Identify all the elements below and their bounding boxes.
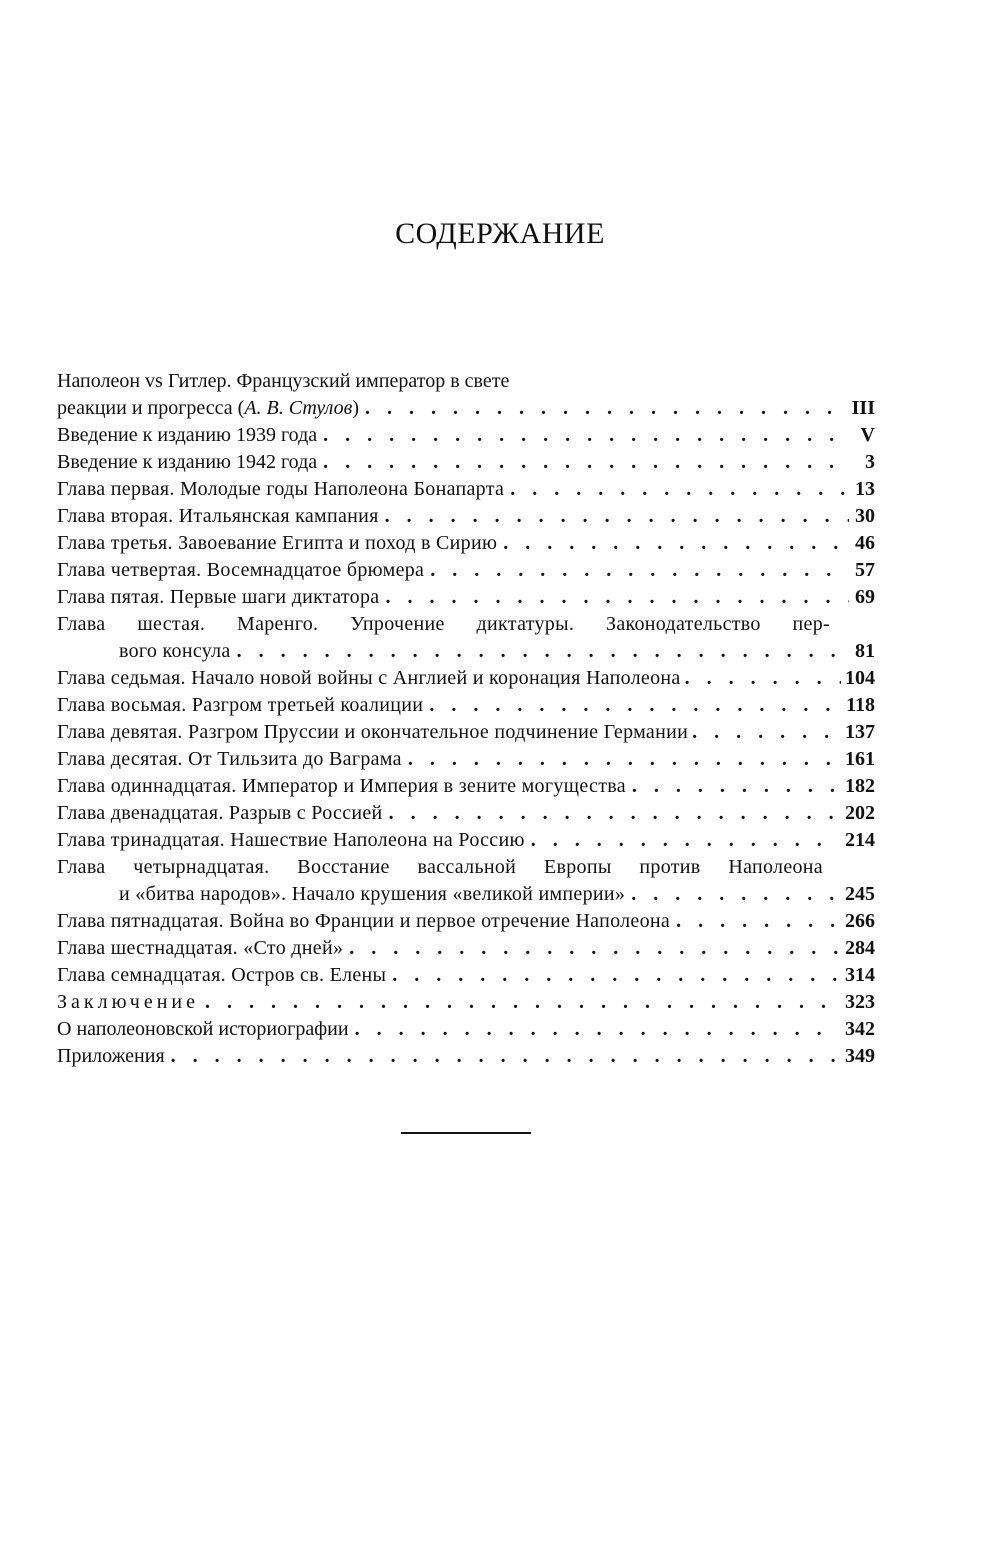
toc-entry-line bbox=[57, 908, 875, 935]
toc-entry-title: Глава пятая. Первые шаги диктатора bbox=[57, 586, 380, 608]
toc-entry-line bbox=[57, 503, 875, 530]
toc-entry-title: Глава четвертая. Восемнадцатое брюмера bbox=[57, 559, 425, 581]
toc-page-number: 81 bbox=[855, 640, 875, 662]
toc-entry-chapter-10[interactable] bbox=[57, 746, 875, 773]
dot-leader bbox=[171, 1043, 839, 1070]
dot-leader bbox=[503, 530, 849, 557]
toc-entry-line bbox=[57, 638, 875, 665]
toc-entry-line bbox=[57, 1043, 875, 1070]
toc-entry-intro-1939[interactable] bbox=[57, 422, 875, 449]
dot-leader bbox=[323, 422, 849, 449]
toc-entry-title-continued bbox=[57, 395, 359, 422]
toc-page-number: 323 bbox=[845, 991, 875, 1013]
toc-entry-title: О наполеоновской историографии bbox=[57, 1018, 349, 1040]
toc-entry-title: Приложения bbox=[57, 1045, 165, 1067]
toc-page-number: 342 bbox=[845, 1018, 875, 1040]
dot-leader bbox=[237, 638, 849, 665]
dot-leader bbox=[510, 476, 849, 503]
toc-entry-title: Глава девятая. Разгром Пруссии и окончательное подчинение Германии bbox=[57, 721, 689, 743]
toc-entry-line bbox=[57, 827, 875, 854]
toc-entry-chapter-11[interactable] bbox=[57, 773, 875, 800]
dot-leader bbox=[365, 395, 846, 422]
toc-entry-title: Глава седьмая. Начало новой войны с Англией и коронация Наполеона bbox=[57, 667, 681, 689]
toc-entry-title: Глава тринадцатая. Нашествие Наполеона на Россию bbox=[57, 829, 525, 851]
toc-entry-chapter-12[interactable] bbox=[57, 800, 875, 827]
toc-page-number: 266 bbox=[845, 910, 875, 932]
toc-entry-line bbox=[57, 800, 875, 827]
toc-entry-title: Глава пятнадцатая. Война во Франции и первое отречение Наполеона bbox=[57, 910, 671, 932]
table-of-contents bbox=[57, 368, 875, 1070]
toc-entry-intro-1942[interactable] bbox=[57, 449, 875, 476]
toc-page-number: 69 bbox=[855, 586, 875, 608]
toc-page-number: 118 bbox=[846, 694, 875, 716]
toc-page-number: 57 bbox=[855, 559, 875, 581]
dot-leader bbox=[632, 773, 839, 800]
dot-leader bbox=[676, 908, 839, 935]
toc-entry-chapter-8[interactable] bbox=[57, 692, 875, 719]
toc-entry-chapter-5[interactable] bbox=[57, 584, 875, 611]
toc-entry-line bbox=[57, 989, 875, 1016]
toc-entry-line bbox=[57, 530, 875, 557]
toc-entry-line bbox=[57, 557, 875, 584]
toc-entry-chapter-17[interactable] bbox=[57, 962, 875, 989]
toc-entry-chapter-6[interactable] bbox=[57, 611, 875, 665]
toc-entry-line bbox=[57, 665, 875, 692]
toc-entry-title: Глава третья. Завоевание Египта и поход в Сирию bbox=[57, 532, 498, 554]
toc-entry-line bbox=[57, 692, 875, 719]
dot-leader bbox=[631, 881, 839, 908]
toc-entry-title: Глава четырнадцатая. Восстание вассальной Европы против Наполеона bbox=[57, 856, 823, 878]
toc-entry-line bbox=[57, 449, 875, 476]
toc-entry-line bbox=[57, 1016, 875, 1043]
toc-entry-title: Глава семнадцатая. Остров св. Елены bbox=[57, 964, 387, 986]
toc-entry-title: Глава вторая. Итальянская кампания bbox=[57, 505, 379, 527]
toc-page-number: 30 bbox=[855, 505, 875, 527]
toc-entry-chapter-2[interactable] bbox=[57, 503, 875, 530]
toc-entry-line bbox=[57, 395, 875, 422]
toc-entry-title: Глава восьмая. Разгром третьей коалиции bbox=[57, 694, 424, 716]
toc-entry-line bbox=[57, 476, 875, 503]
dot-leader bbox=[685, 665, 841, 692]
toc-entry-chapter-15[interactable] bbox=[57, 908, 875, 935]
toc-entry-title: Глава двенадцатая. Разрыв с Россией bbox=[57, 802, 383, 824]
toc-entry-title: Введение к изданию 1939 года bbox=[57, 424, 318, 446]
toc-entry-line bbox=[57, 584, 875, 611]
toc-entry-title: Заключение bbox=[57, 991, 199, 1013]
toc-page-number: 13 bbox=[855, 478, 875, 500]
dot-leader bbox=[430, 557, 849, 584]
toc-page-number: 349 bbox=[845, 1045, 875, 1067]
toc-entry-line bbox=[57, 746, 875, 773]
toc-entry-chapter-3[interactable] bbox=[57, 530, 875, 557]
toc-entry-line bbox=[57, 422, 875, 449]
toc-page-number: 3 bbox=[865, 451, 875, 473]
toc-page-number: V bbox=[860, 424, 875, 446]
toc-page-number: 182 bbox=[845, 775, 875, 797]
toc-page-number: 245 bbox=[845, 883, 875, 905]
toc-page-number: 104 bbox=[845, 667, 875, 689]
toc-entry-title: Наполеон vs Гитлер. Французский император в свете bbox=[57, 370, 510, 392]
toc-entry-historiography[interactable] bbox=[57, 1016, 875, 1043]
toc-entry-line bbox=[57, 611, 875, 638]
toc-entry-line bbox=[57, 854, 875, 881]
toc-entry-line bbox=[57, 881, 875, 908]
toc-entry-chapter-9[interactable] bbox=[57, 719, 875, 746]
toc-entry-chapter-16[interactable] bbox=[57, 935, 875, 962]
toc-entry-title: Введение к изданию 1942 года bbox=[57, 451, 318, 473]
toc-entry-title-part: реакции и прогресса ( bbox=[57, 397, 245, 419]
dot-leader bbox=[355, 1016, 839, 1043]
toc-entry-chapter-13[interactable] bbox=[57, 827, 875, 854]
toc-entry-preface[interactable] bbox=[57, 368, 875, 422]
toc-page-number: 314 bbox=[845, 964, 875, 986]
toc-entry-title-part: ) bbox=[352, 397, 360, 419]
toc-entry-title: Глава одиннадцатая. Император и Империя в зените могущества bbox=[57, 775, 626, 797]
toc-entry-line bbox=[57, 962, 875, 989]
toc-entry-title: Глава шестая. Маренго. Упрочение диктатуры. Законодательство пер- bbox=[57, 613, 830, 635]
dot-leader bbox=[205, 989, 839, 1016]
toc-page-number: 214 bbox=[845, 829, 875, 851]
dot-leader bbox=[323, 449, 849, 476]
toc-entry-title: Глава первая. Молодые годы Наполеона Бонапарта bbox=[57, 478, 505, 500]
toc-entry-chapter-4[interactable] bbox=[57, 557, 875, 584]
toc-entry-appendices[interactable] bbox=[57, 1043, 875, 1070]
dot-leader bbox=[692, 719, 841, 746]
closing-rule bbox=[401, 1132, 531, 1134]
toc-page-number: 202 bbox=[845, 802, 875, 824]
toc-entry-line bbox=[57, 773, 875, 800]
toc-entry-chapter-7[interactable] bbox=[57, 665, 875, 692]
dot-leader bbox=[385, 584, 849, 611]
toc-entry-conclusion[interactable] bbox=[57, 989, 875, 1016]
toc-page-number: 46 bbox=[855, 532, 875, 554]
toc-page-number: 137 bbox=[845, 721, 875, 743]
toc-entry-line bbox=[57, 368, 875, 395]
toc-entry-title: Глава шестнадцатая. «Сто дней» bbox=[57, 937, 344, 959]
dot-leader bbox=[389, 800, 839, 827]
toc-page-number: 161 bbox=[845, 748, 875, 770]
dot-leader bbox=[385, 503, 849, 530]
toc-entry-title-continued: и «битва народов». Начало крушения «великой империи» bbox=[119, 883, 626, 905]
page-title: СОДЕРЖАНИЕ bbox=[395, 217, 605, 251]
toc-entry-author: А. В. Стулов bbox=[244, 397, 353, 419]
dot-leader bbox=[392, 962, 839, 989]
dot-leader bbox=[429, 692, 840, 719]
toc-entry-chapter-14[interactable] bbox=[57, 854, 875, 908]
toc-entry-chapter-1[interactable] bbox=[57, 476, 875, 503]
dot-leader bbox=[408, 746, 839, 773]
toc-entry-title: Глава десятая. От Тильзита до Ваграма bbox=[57, 748, 402, 770]
toc-entry-line bbox=[57, 935, 875, 962]
toc-page-number: 284 bbox=[845, 937, 875, 959]
dot-leader bbox=[531, 827, 839, 854]
toc-entry-line bbox=[57, 719, 875, 746]
toc-page-number: III bbox=[851, 397, 875, 419]
dot-leader bbox=[349, 935, 839, 962]
toc-entry-title-continued: вого консула bbox=[119, 640, 231, 662]
